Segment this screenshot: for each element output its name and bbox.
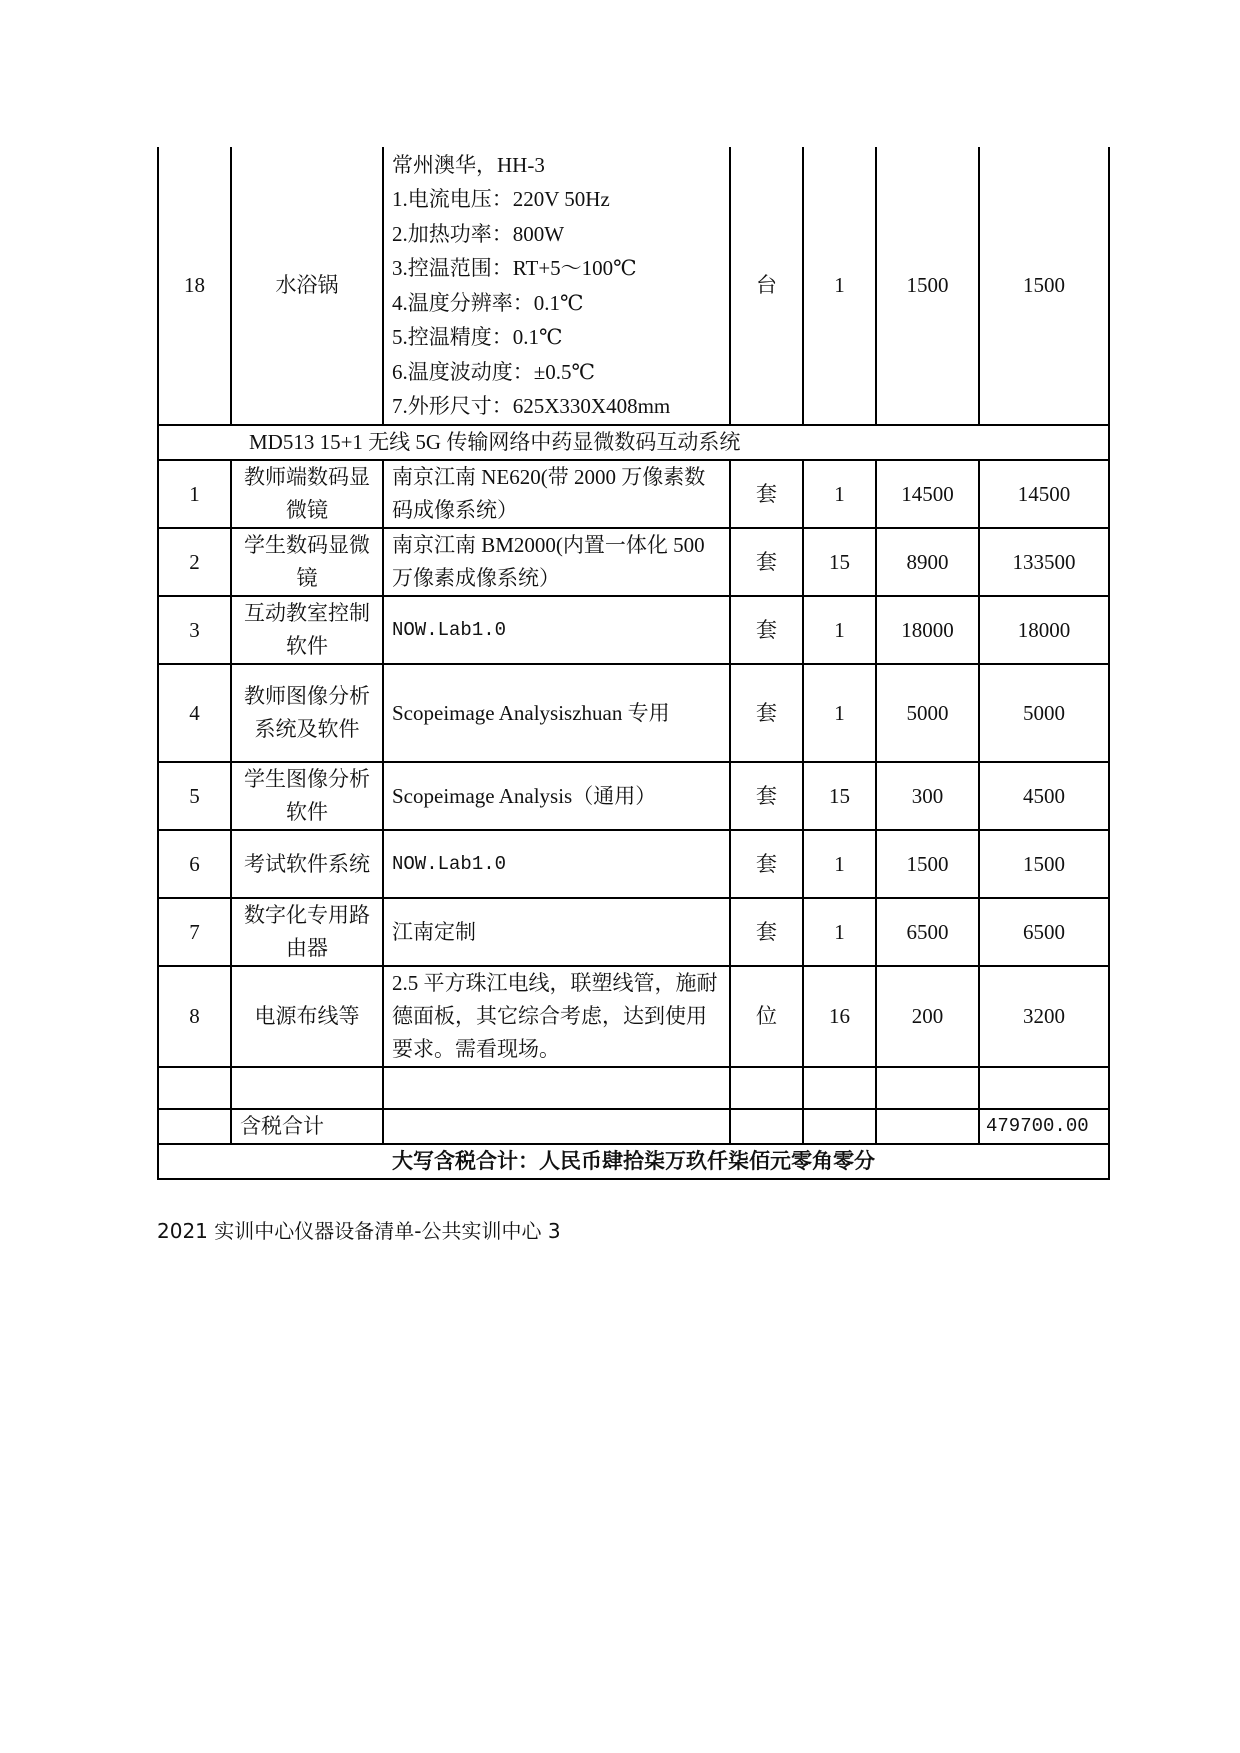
table-row (158, 762, 1109, 830)
item-name: 教师端数码显微镜 (231, 460, 383, 528)
item-qty: 1 (803, 830, 876, 898)
item-spec: Scopeimage Analysis（通用） (383, 762, 730, 830)
item-unit: 套 (730, 460, 803, 528)
item-unit: 套 (730, 830, 803, 898)
item-price: 14500 (876, 460, 979, 528)
item-unit: 套 (730, 664, 803, 762)
item-spec: 江南定制 (383, 898, 730, 966)
row-number: 5 (158, 762, 231, 830)
total-in-words: 大写含税合计：人民币肆拾柒万玖仟柒佰元零角零分 (158, 1144, 1109, 1179)
item-name: 考试软件系统 (231, 830, 383, 898)
item-spec: 南京江南 NE620(带 2000 万像素数码成像系统） (383, 460, 730, 528)
section-title: MD513 15+1 无线 5G 传输网络中药显微数码互动系统 (158, 425, 1109, 460)
item-amount: 4500 (979, 762, 1109, 830)
item-name: 互动教室控制软件 (231, 596, 383, 664)
item-price: 1500 (876, 147, 979, 425)
row-number: 7 (158, 898, 231, 966)
row-number: 8 (158, 966, 231, 1067)
table-row (158, 528, 1109, 596)
item-amount: 133500 (979, 528, 1109, 596)
row-number: 3 (158, 596, 231, 664)
item-spec: NOW.Lab1.0 (383, 596, 730, 664)
item-qty: 1 (803, 147, 876, 425)
table-row (158, 830, 1109, 898)
table-row (158, 966, 1109, 1067)
item-spec: NOW.Lab1.0 (383, 830, 730, 898)
item-amount: 5000 (979, 664, 1109, 762)
table-row (158, 147, 1109, 425)
item-amount: 1500 (979, 830, 1109, 898)
item-spec: 南京江南 BM2000(内置一体化 500 万像素成像系统） (383, 528, 730, 596)
item-unit: 套 (730, 898, 803, 966)
table-row (158, 898, 1109, 966)
item-qty: 1 (803, 664, 876, 762)
item-amount: 6500 (979, 898, 1109, 966)
item-unit: 位 (730, 966, 803, 1067)
item-spec: 2.5 平方珠江电线，联塑线管，施耐德面板，其它综合考虑，达到使用要求。需看现场。 (383, 966, 730, 1067)
row-number: 1 (158, 460, 231, 528)
item-qty: 15 (803, 528, 876, 596)
item-qty: 1 (803, 596, 876, 664)
row-number: 4 (158, 664, 231, 762)
item-name: 学生图像分析软件 (231, 762, 383, 830)
item-amount: 14500 (979, 460, 1109, 528)
item-price: 300 (876, 762, 979, 830)
item-price: 200 (876, 966, 979, 1067)
subtotal-label: 含税合计 (231, 1109, 383, 1144)
subtotal-amount: 479700.00 (979, 1109, 1109, 1144)
row-number: 18 (158, 147, 231, 425)
item-unit: 套 (730, 762, 803, 830)
item-qty: 1 (803, 898, 876, 966)
item-spec: Scopeimage Analysiszhuan 专用 (383, 664, 730, 762)
item-name: 教师图像分析系统及软件 (231, 664, 383, 762)
item-qty: 15 (803, 762, 876, 830)
item-name: 电源布线等 (231, 966, 383, 1067)
item-price: 8900 (876, 528, 979, 596)
item-amount: 18000 (979, 596, 1109, 664)
item-qty: 16 (803, 966, 876, 1067)
item-price: 18000 (876, 596, 979, 664)
section-header-row (158, 425, 1109, 460)
item-unit: 套 (730, 596, 803, 664)
total-caps-row (158, 1144, 1109, 1179)
equipment-table (157, 147, 1110, 1180)
item-unit: 台 (730, 147, 803, 425)
table-row (158, 460, 1109, 528)
item-name: 水浴锅 (231, 147, 383, 425)
item-price: 1500 (876, 830, 979, 898)
item-qty: 1 (803, 460, 876, 528)
document-caption: 2021 实训中心仪器设备清单-公共实训中心 3 (157, 1219, 561, 1243)
item-price: 6500 (876, 898, 979, 966)
item-name: 学生数码显微镜 (231, 528, 383, 596)
item-amount: 1500 (979, 147, 1109, 425)
empty-row (158, 1067, 1109, 1109)
row-number: 6 (158, 830, 231, 898)
item-unit: 套 (730, 528, 803, 596)
table-row (158, 664, 1109, 762)
item-name: 数字化专用路由器 (231, 898, 383, 966)
item-price: 5000 (876, 664, 979, 762)
row-number: 2 (158, 528, 231, 596)
table-row (158, 596, 1109, 664)
subtotal-row (158, 1109, 1109, 1144)
item-amount: 3200 (979, 966, 1109, 1067)
item-spec: 常州澳华，HH-3 1.电流电压：220V 50Hz 2.加热功率：800W 3.控温范围：RT+5～100℃ 4.温度分辨率：0.1℃ 5.控温精度：0.1℃ 6.温度波动度：±0.5℃ 7.外形尺寸：625X330X408mm (383, 147, 730, 425)
